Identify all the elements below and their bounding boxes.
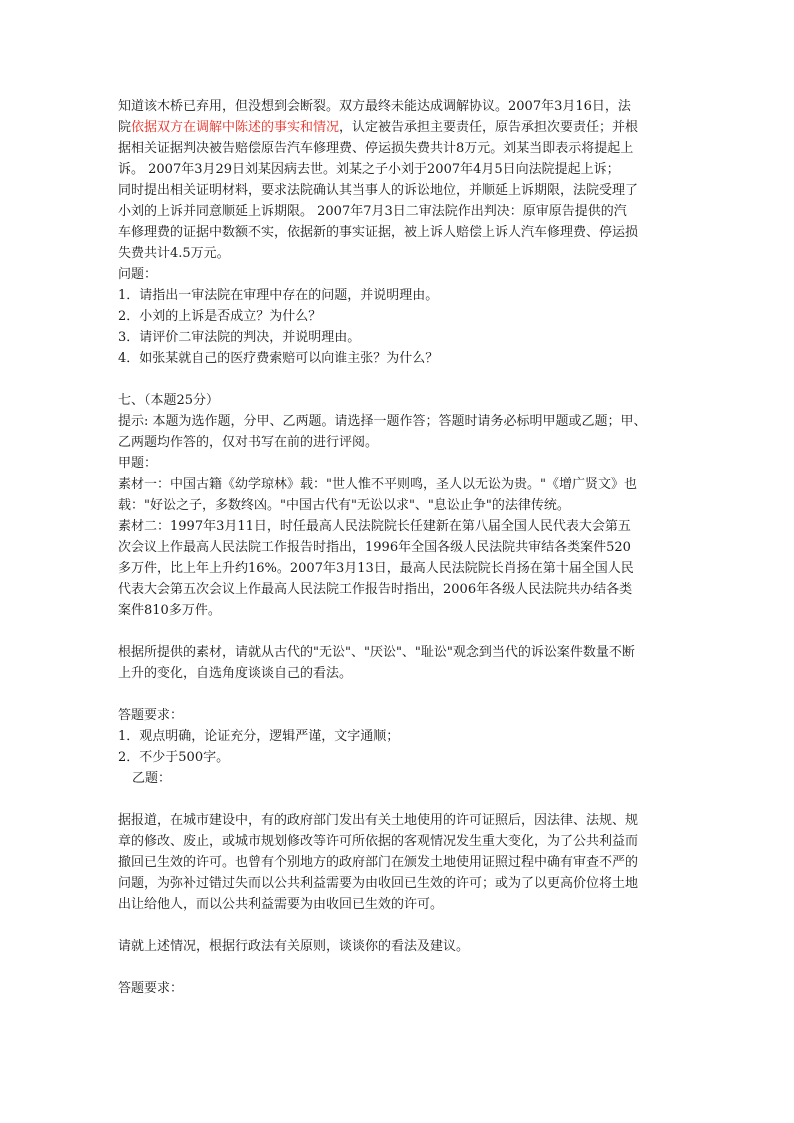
spacer <box>118 789 678 810</box>
case-line: 据相关证据判决被告赔偿原告汽车修理费、停运损失费共计8万元。刘某当即表示将提起上 <box>118 141 634 156</box>
document-body <box>118 96 678 999</box>
section-heading: 七、（本题25分） <box>118 393 220 408</box>
yi-task: 请就上述情况，根据行政法有关原则，谈谈你的看法及建议。 <box>118 939 470 954</box>
yi-line: 问题，为弥补过错过失而以公共利益需要为由收回已生效的许可；或为了以更高价位将土地 <box>118 876 639 891</box>
spacer <box>118 684 678 705</box>
task-line: 上升的变化，自选角度谈谈自己的看法。 <box>118 666 353 681</box>
yi-line: 撤回已生效的许可。也曾有个别地方的政府部门在颁发土地使用证照过程中确有审查不严的 <box>118 855 639 870</box>
material-line: 次会议上作最高人民法院工作报告时指出，1996年全国各级人民法院共审结各类案件520 <box>118 540 631 555</box>
material-line: 载："好讼之子，多数终凶。"中国古代有"无讼以求"、"息讼止争"的法律传统。 <box>118 498 570 513</box>
highlighted-text: 依据双方在调解中陈述的事实和情况 <box>131 120 340 135</box>
requirement-item: 1．观点明确，论证充分，逻辑严谨，文字通顺； <box>118 729 400 744</box>
material-line: 案件810多万件。 <box>118 603 221 618</box>
requirement-item: 2．不少于500字。 <box>118 750 230 765</box>
question-item: 2．小刘的上诉是否成立？为什么？ <box>118 309 322 324</box>
case-line: 同时提出相关证明材料，要求法院确认其当事人的诉讼地位，并顺延上诉期限，法院受理了 <box>118 183 639 198</box>
yi-line: 出让给他人，而以公共利益需要为由收回已生效的许可。 <box>118 897 444 912</box>
case-line <box>118 117 678 138</box>
case-line: 诉。 2007年3月29日刘某因病去世。刘某之子小刘于2007年4月5日向法院提起上诉； <box>118 162 620 177</box>
question-item: 3．请评价二审法院的判决，并说明理由。 <box>118 330 361 345</box>
spacer <box>118 957 678 978</box>
yi-line: 据报道，在城市建设中，有的政府部门发出有关土地使用的许可证照后，因法律、法规、规 <box>118 813 639 828</box>
case-line: 车修理费的证据中数额不实，依据新的事实证据，被上诉人赔偿上诉人汽车修理费、停运损 <box>118 225 639 240</box>
spacer <box>118 915 678 936</box>
hint-line: 提示: 本题为选作题，分甲、乙两题。请选择一题作答；答题时请务必标明甲题或乙题；甲、 <box>118 414 647 429</box>
case-line: 小刘的上诉并同意顺延上诉期限。 2007年7月3日二审法院作出判决：原审原告提供的汽 <box>118 204 627 219</box>
material-line: 素材一：中国古籍《幼学琼林》载："世人惟不平则鸣，圣人以无讼为贵。"《增广贤文》也 <box>118 477 637 492</box>
case-line: 失费共计4.5万元。 <box>118 246 230 261</box>
task-line: 根据所提供的素材，请就从古代的"无讼"、"厌讼"、"耻讼"观念到当代的诉讼案件数量不断 <box>118 645 635 660</box>
material-line: 代表大会第五次会议上作最高人民法院工作报告时指出，2006年各级人民法院共办结各类 <box>118 582 633 597</box>
question-item: 1．请指出一审法院在审理中存在的问题，并说明理由。 <box>118 288 439 303</box>
questions-label: 问题： <box>118 267 158 282</box>
case-text: ，认定被告承担主要责任，原告承担次要责任；并根 <box>339 120 639 135</box>
question-item: 4．如张某就自己的医疗费索赔可以向谁主张？为什么？ <box>118 351 439 366</box>
case-text: 院 <box>118 120 132 135</box>
yi-label: 乙题： <box>132 771 172 786</box>
spacer <box>118 621 678 642</box>
hint-line: 乙两题均作答的，仅对书写在前的进行评阅。 <box>118 435 379 450</box>
yi-line: 章的修改、废止，或城市规划修改等许可所依据的客观情况发生重大变化，为了公共利益而 <box>118 834 639 849</box>
material-line: 多万件，比上年上升约16%。2007年3月13日，最高人民法院院长肖扬在第十届全国人民 <box>118 561 634 576</box>
requirements-label: 答题要求： <box>118 708 184 723</box>
material-line: 素材二：1997年3月11日，时任最高人民法院院长任建新在第八届全国人民代表大会第五 <box>118 519 631 534</box>
jia-label: 甲题： <box>118 456 158 471</box>
yi-requirements-label: 答题要求： <box>118 981 184 996</box>
case-line: 知道该木桥已弃用，但没想到会断裂。双方最终未能达成调解协议。2007年3月16日，法 <box>118 99 631 114</box>
spacer <box>118 369 678 390</box>
